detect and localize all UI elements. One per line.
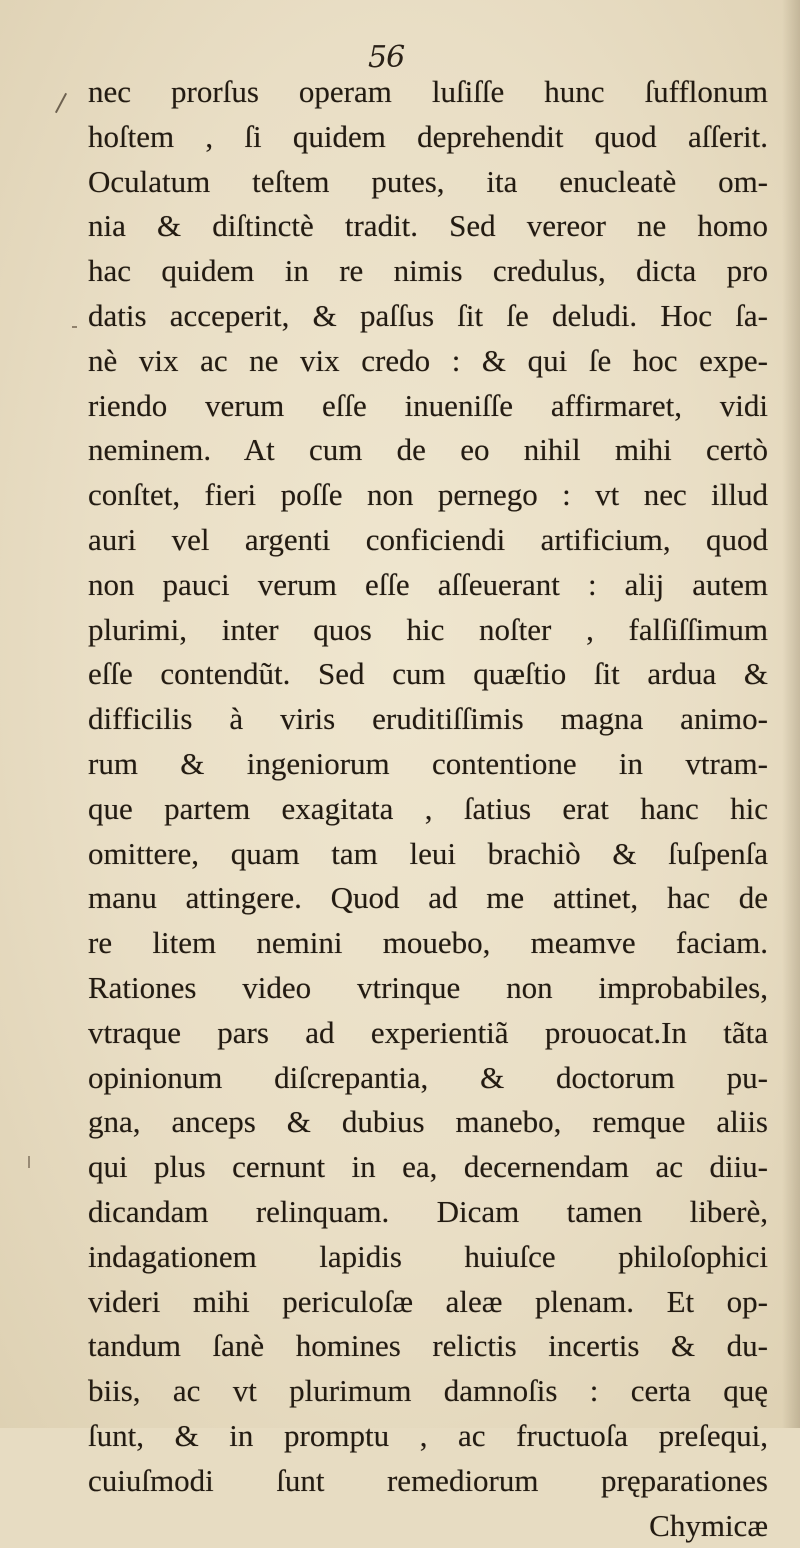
text-line: difficilis à viris eruditiſſimis magna animo- [88,697,768,742]
text-line: nè vix ac ne vix credo : & qui ſe hoc expe- [88,339,768,384]
text-line: nec prorſus operam luſiſſe hunc ſufflonum [88,70,768,115]
text-line: eſſe contendũt. Sed cum quæſtio ſit ardua & [88,652,768,697]
margin-mark [55,93,67,113]
text-line: auri vel argenti conficiendi artificium, quod [88,518,768,563]
text-line: manu attingere. Quod ad me attinet, hac de [88,876,768,921]
text-line: riendo verum eſſe inueniſſe affirmaret, vidi [88,384,768,429]
catchword: Chymicæ [88,1504,768,1548]
text-line: opinionum diſcrepantia, & doctorum pu- [88,1056,768,1101]
text-line: re litem nemini mouebo, meamve faciam. [88,921,768,966]
text-line: neminem. At cum de eo nihil mihi certò [88,428,768,473]
text-line: gna, anceps & dubius manebo, remque aliis [88,1100,768,1145]
text-line: nia & diſtinctè tradit. Sed vereor ne homo [88,204,768,249]
text-line: Oculatum teſtem putes, ita enucleatè om- [88,160,768,205]
text-line: conſtet, fieri poſſe non pernego : vt nec illud [88,473,768,518]
text-line: que partem exagitata , ſatius erat hanc hic [88,787,768,832]
text-line: hac quidem in re nimis credulus, dicta pro [88,249,768,294]
text-line: indagationem lapidis huiuſce philoſophici [88,1235,768,1280]
text-line: plurimi, inter quos hic noſter , falſiſſimum [88,608,768,653]
text-line: biis, ac vt plurimum damnoſis : certa quę [88,1369,768,1414]
text-line: datis acceperit, & paſſus ſit ſe deludi. Hoc ſa- [88,294,768,339]
text-line: qui plus cernunt in ea, decernendam ac diiu- [88,1145,768,1190]
gutter-shadow [782,0,800,1428]
page-number: 56 [368,40,404,75]
text-line: cuiuſmodi ſunt remediorum pręparationes [88,1459,768,1504]
text-line: Rationes video vtrinque non improbabiles, [88,966,768,1011]
text-line: omittere, quam tam leui brachiò & ſuſpenſa [88,832,768,877]
text-line: non pauci verum eſſe aſſeuerant : alij autem [88,563,768,608]
text-line: ſunt, & in promptu , ac fructuoſa preſequi, [88,1414,768,1459]
text-line: hoſtem , ſi quidem deprehendit quod aſſerit. [88,115,768,160]
body-text [88,70,768,1548]
text-line: rum & ingeniorum contentione in vtram- [88,742,768,787]
text-line: dicandam relinquam. Dicam tamen liberè, [88,1190,768,1235]
text-line: tandum ſanè homines relictis incertis & du- [88,1324,768,1369]
text-line: vtraque pars ad experientiã prouocat.In tãta [88,1011,768,1056]
margin-dot [72,326,77,328]
text-line: videri mihi periculoſæ aleæ plenam. Et op- [88,1280,768,1325]
margin-mark [28,1156,30,1168]
